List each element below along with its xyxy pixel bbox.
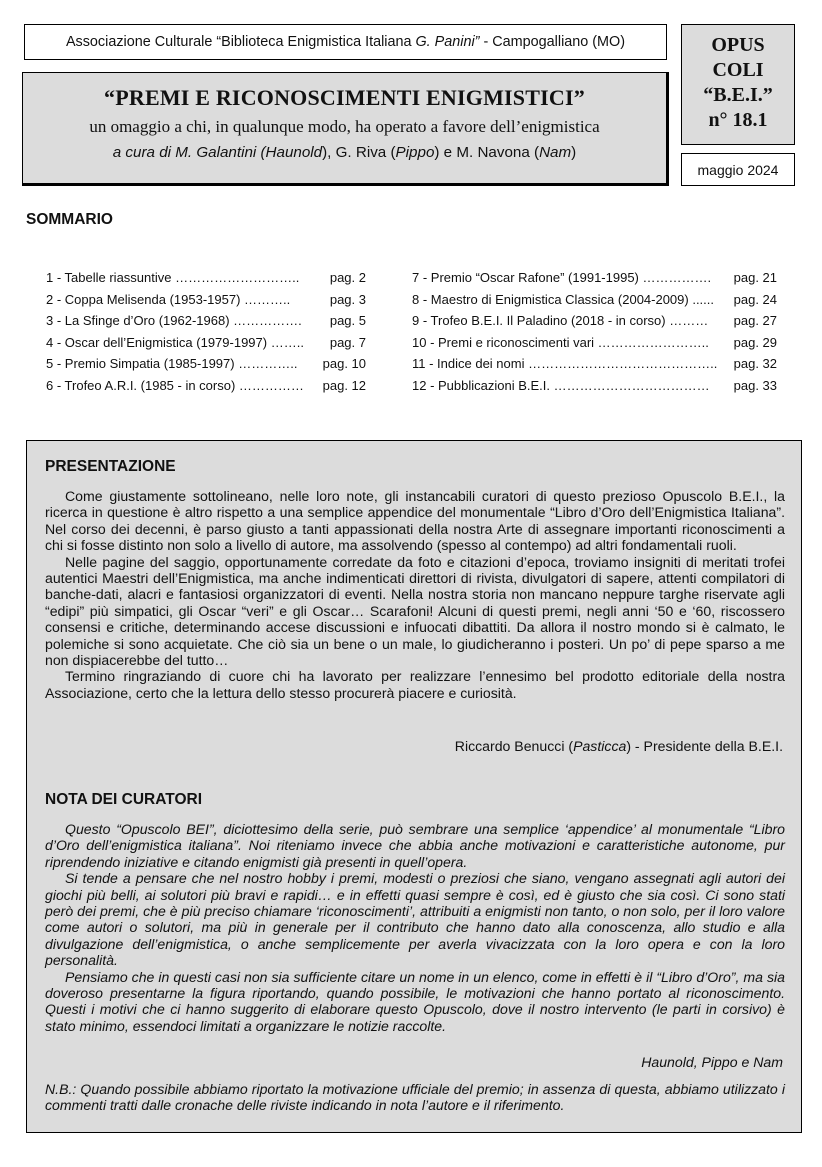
- curators-suffix: ): [571, 144, 577, 161]
- association-text: Associazione Culturale “Biblioteca Enigmistica Italiana: [65, 34, 416, 50]
- presentation-panel: [26, 440, 802, 1133]
- presentazione-paragraph: Termino ringraziando di cuore chi ha lavorato per realizzare l’ennesimo bel prodotto editoriale della nostra Associazione, certo che la lettura dello stesso procurerà piacere e curiosità.: [45, 668, 785, 701]
- curator2-alias: Pippo: [395, 144, 435, 161]
- nb-paragraph: N.B.: Quando possibile abbiamo riportato la motivazione ufficiale del premio; in assenza di questa, abbiamo utilizzato i commenti tratti dalle cronache delle riviste indicando in nota l’autore e il riferimento.: [45, 1081, 785, 1114]
- toc-entry[interactable]: [412, 313, 777, 335]
- nota-nb: [45, 1081, 785, 1114]
- toc-entry[interactable]: [412, 270, 777, 292]
- curators-mid2: ) e M. Navona (: [434, 144, 540, 161]
- toc-label: 11 - Indice dei nomi ……………………………………..: [412, 356, 718, 371]
- toc-entry[interactable]: [412, 378, 777, 400]
- toc-page: pag. 27: [733, 313, 777, 328]
- page-subtitle: un omaggio a chi, in qualunque modo, ha operato a favore dell’enigmistica: [89, 117, 600, 136]
- toc-page: pag. 3: [329, 291, 366, 307]
- nota-heading: NOTA DEI CURATORI: [45, 791, 203, 808]
- presentazione-heading: PRESENTAZIONE: [45, 458, 176, 475]
- signature-name: Riccardo Benucci (: [454, 738, 574, 754]
- toc-label: 10 - Premi e riconoscimenti vari ……………………..: [412, 334, 709, 350]
- opus-line: “B.E.I.”: [703, 84, 773, 106]
- toc-label: 4 - Oscar dell’Enigmistica (1979-1997) ……..: [46, 334, 304, 350]
- toc-entry[interactable]: [412, 356, 777, 378]
- toc-page: pag. 32: [733, 356, 777, 371]
- toc-page: pag. 2: [329, 270, 366, 285]
- nota-paragraph: Questo “Opuscolo BEI”, diciottesimo della serie, può sembrare una semplice ‘appendice’ al monumentale “Libro d’Oro dell’enigmistica italiana”. Noi riteniamo invece che abbia anche motivazioni e caratteristiche autonome, pur riprendendo iniziative e citando enigmisti già presenti in quell’opera.: [45, 821, 785, 870]
- toc-label: 8 - Maestro di Enigmistica Classica (2004-2009) ......: [412, 291, 715, 307]
- toc-right-column: [412, 270, 777, 399]
- toc-entry[interactable]: [412, 292, 777, 314]
- nota-paragraph: Pensiamo che in questi casi non sia sufficiente citare un nome in un elenco, come in effetti è il “Libro d’Oro”, ma sia doveroso presentarne la figura riportando, quando possibile, le motivazioni che hanno portato al riconoscimento. Questi i motivi che ci hanno suggerito di elaborare questo Opuscolo, dove il nostro intervento (le parti in corsivo) è stato minimo, essendoci limitati a organizzare le notizie raccolte.: [45, 968, 785, 1034]
- toc-label: 1 - Tabelle riassuntive ………………………..: [46, 270, 300, 285]
- toc-left-column: [46, 270, 366, 399]
- curators-mid1: ), G. Riva (: [322, 144, 396, 161]
- association-tail: - Campogalliano (MO): [479, 34, 626, 50]
- presentazione-body: [45, 488, 785, 701]
- toc-page: pag. 5: [329, 313, 366, 328]
- toc-entry[interactable]: [46, 335, 366, 357]
- toc-entry[interactable]: [46, 292, 366, 314]
- opus-badge: [681, 24, 795, 145]
- toc-page: pag. 7: [329, 334, 366, 350]
- association-banner: [24, 24, 667, 60]
- toc-page: pag. 33: [733, 377, 777, 393]
- toc-page: pag. 24: [733, 291, 777, 307]
- toc-page: pag. 12: [322, 377, 366, 393]
- signature-tail: ) - Presidente della B.E.I.: [626, 738, 783, 754]
- nota-body: [45, 821, 785, 1034]
- toc-entry[interactable]: [46, 356, 366, 378]
- toc-label: 9 - Trofeo B.E.I. Il Paladino (2018 - in corso) ………: [412, 313, 709, 328]
- toc-page: pag. 10: [322, 356, 366, 371]
- toc-entry[interactable]: [46, 378, 366, 400]
- toc-entry[interactable]: [46, 313, 366, 335]
- toc-entry[interactable]: [46, 270, 366, 292]
- issue-date: maggio 2024: [681, 153, 795, 186]
- sommario-heading: SOMMARIO: [26, 211, 113, 228]
- title-panel: [22, 72, 669, 186]
- curators-line: [23, 144, 666, 161]
- opus-line: COLI: [712, 59, 764, 81]
- toc-label: 12 - Pubblicazioni B.E.I. ………………………………: [412, 377, 710, 393]
- nota-paragraph: Si tende a pensare che nel nostro hobby i premi, modesti o preziosi che siano, vengano assegnati agli autori dei giochi più belli, ai solutori più bravi e rapidi… e in effetti quasi sempre è così, ed è giusto che sia così. Ci sono stati però dei premi, che è più preciso chiamare ‘riconoscimenti’, attribuiti a enigmisti non tanto, o non solo, per il loro valore come autori o solutori, ma più in generale per il contributo che hanno dato alla conoscenza, allo studio e alla divulgazione dell’enigmistica, o anche semplicemente per averla vivacizzata con la loro opera e con la loro personalità.: [45, 870, 785, 969]
- presentazione-signature: [455, 738, 783, 754]
- toc-entry[interactable]: [412, 335, 777, 357]
- curator1-alias: Haunold: [265, 144, 323, 161]
- opus-line: OPUS: [711, 34, 765, 56]
- signature-alias: Pasticca: [573, 738, 627, 754]
- presentazione-paragraph: Nelle pagine del saggio, opportunamente corredate da foto e citazioni d’epoca, troviamo insigniti di meritati trofei autentici Maestri dell’Enigmistica, ma anche indimenticati direttori di rivista, divulgatori di sapere, attenti compilatori di banche-dati, alacri e fantasiosi organizzatori di eventi. Nella nostra storia non mancano neppure targhe riservate agli “edipi” più simpatici, gli Oscar “veri” e gli Oscar… Scarafoni! Alcuni di questi premi, negli anni ‘50 e ‘60, riscossero consensi e critiche, determinando accese discussioni e infuocati dibattiti. Da allora il nostro mondo si è calmato, le polemiche si sono acquietate. Che ciò sia un bene o un male, lo giudicheranno i posteri. Un po’ di pepe sparso a me non dispiacerebbe del tutto…: [45, 553, 785, 669]
- opus-line: n° 18.1: [708, 109, 768, 131]
- nota-signature: Haunold, Pippo e Nam: [641, 1054, 783, 1070]
- toc-label: 3 - La Sfinge d’Oro (1962-1968) …………….: [46, 313, 302, 328]
- page-title: “PREMI E RICONOSCIMENTI ENIGMISTICI”: [104, 85, 585, 110]
- presentazione-paragraph: Come giustamente sottolineano, nelle loro note, gli instancabili curatori di questo prezioso Opuscolo B.E.I., la ricerca in questione è altro rispetto a una semplice appendice del monumentale “Libro d’Oro dell’Enigmistica Italiana”. Nel corso dei decenni, è parso giusto a tanti appassionati della nostra Arte di assegnare importanti riconoscimenti a chi si fosse distinto non solo a livello di autore, ma assolvendo (spesso al contempo) ad altri fondamentali ruoli.: [45, 488, 785, 554]
- curator3-alias: Nam: [539, 144, 572, 161]
- toc-page: pag. 29: [733, 334, 777, 350]
- toc-label: 7 - Premio “Oscar Rafone” (1991-1995) …………….: [412, 270, 712, 285]
- toc-label: 5 - Premio Simpatia (1985-1997) …………..: [46, 356, 298, 371]
- association-italic: G. Panini”: [415, 34, 480, 50]
- curators-prefix: a cura di M. Galantini (: [112, 144, 266, 161]
- toc-label: 2 - Coppa Melisenda (1953-1957) ………..: [46, 291, 291, 307]
- toc-page: pag. 21: [733, 270, 777, 285]
- toc-label: 6 - Trofeo A.R.I. (1985 - in corso) ……………: [46, 377, 304, 393]
